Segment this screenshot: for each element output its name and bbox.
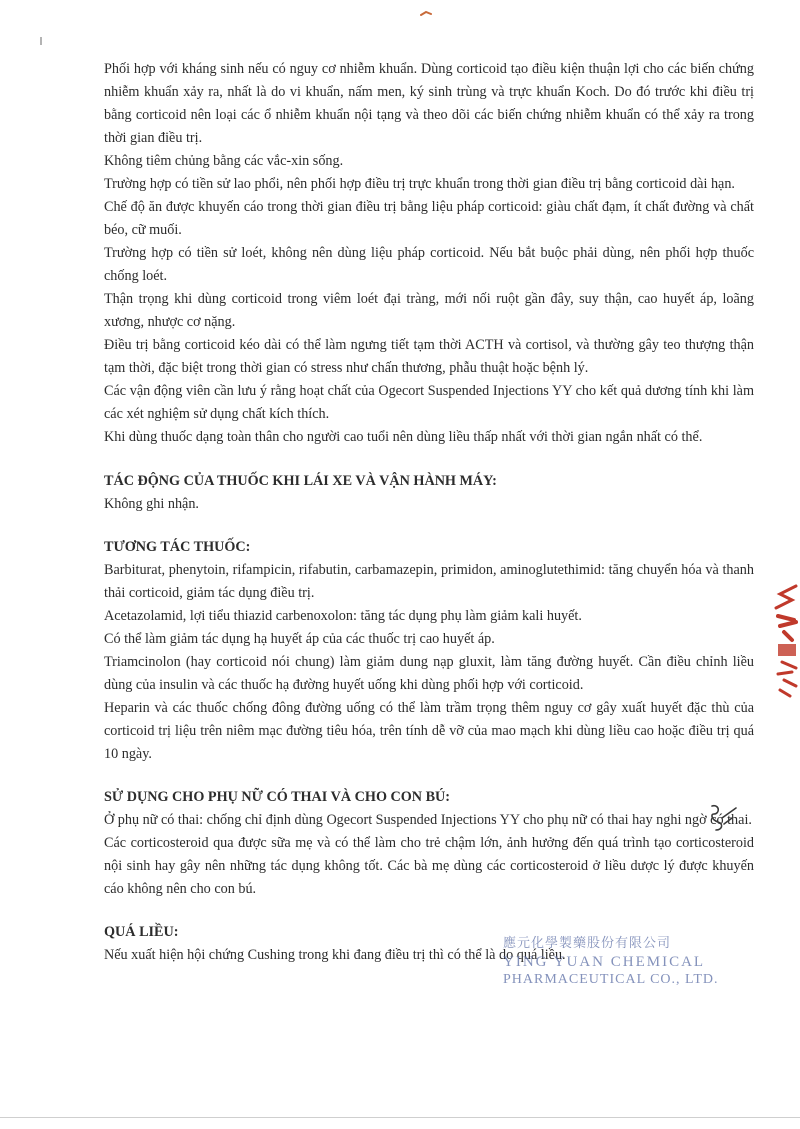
scan-speck-icon	[38, 36, 44, 46]
paragraph: Khi dùng thuốc dạng toàn thân cho người cao tuổi nên dùng liều thấp nhất với thời gian ngắn nhất có thể.	[104, 429, 703, 445]
paragraph: Không tiêm chủng bằng các vắc-xin sống.	[104, 153, 344, 169]
paragraph: Nếu xuất hiện hội chứng Cushing trong khi đang điều trị thì có thể là do quá liều.	[104, 947, 566, 963]
red-seal-stamp-icon	[770, 582, 800, 700]
stamp-chinese-name: 應元化學製藥股份有限公司	[503, 936, 672, 951]
section-heading-driving: TÁC ĐỘNG CỦA THUỐC KHI LÁI XE VÀ VẬN HÀNH MÁY:	[104, 473, 497, 489]
paragraph: Trường hợp có tiền sử loét, không nên dùng liệu pháp corticoid. Nếu bắt buộc phải dùng, nên phối hợp thuốc chống loét.	[104, 245, 754, 284]
paragraph: Triamcinolon (hay corticoid nói chung) làm giảm dung nạp gluxit, làm tăng đường huyết. Cần điều chỉnh liều dùng của insulin và các thuốc hạ đường huyết uống khi dùng phối hợp với corticoid.	[104, 654, 754, 693]
document-body	[104, 58, 754, 967]
page-bottom-edge	[0, 1117, 800, 1118]
paragraph: Có thể làm giảm tác dụng hạ huyết áp của các thuốc trị cao huyết áp.	[104, 631, 495, 647]
stamp-english-line1: YING YUAN CHEMICAL	[503, 954, 706, 970]
paragraph: Barbiturat, phenytoin, rifampicin, rifabutin, carbamazepin, primidon, aminoglutethimid: tăng chuyển hóa và thanh thải corticoid, giảm tác dụng điều trị.	[104, 562, 754, 601]
paragraph: Ở phụ nữ có thai: chống chỉ định dùng Ogecort Suspended Injections YY cho phụ nữ có thai hay nghi ngờ có thai.	[104, 812, 752, 828]
section-heading-interactions: TƯƠNG TÁC THUỐC:	[104, 539, 251, 555]
paragraph: Các corticosteroid qua được sữa mẹ và có thể làm cho trẻ chậm lớn, ảnh hưởng đến quá trình tạo corticosteroid nội sinh hay gây nên những tác dụng không tốt. Các bà mẹ dùng các corticosteroid ở liều dược lý được khuyến cáo không nên cho con bú.	[104, 835, 754, 897]
section-heading-pregnancy: SỬ DỤNG CHO PHỤ NỮ CÓ THAI VÀ CHO CON BÚ:	[104, 789, 451, 805]
paragraph: Acetazolamid, lợi tiểu thiazid carbenoxolon: tăng tác dụng phụ làm giảm kali huyết.	[104, 608, 582, 624]
scan-speck-icon	[420, 10, 432, 18]
paragraph: Heparin và các thuốc chống đông đường uống có thể làm trầm trọng thêm nguy cơ gây xuất huyết đặc thù của corticoid trị liệu trên niêm mạc đường tiêu hóa, trên tính dễ vỡ của mao mạch khi dùng liều cao hoặc điều trị quá 10 ngày.	[104, 700, 754, 762]
paragraph: Phối hợp với kháng sinh nếu có nguy cơ nhiễm khuẩn. Dùng corticoid tạo điều kiện thuận lợi cho các biến chứng nhiễm khuẩn xảy ra, nhất là do vi khuẩn, nấm men, ký sinh trùng và trực khuẩn Koch. Do đó trước khi điều trị bằng corticoid nên loại các ổ nhiễm khuẩn nội tạng và theo dõi các biến chứng nhiễm khuẩn có thể xảy ra trong thời gian điều trị.	[104, 61, 754, 146]
paragraph: Thận trọng khi dùng corticoid trong viêm loét đại tràng, mới nối ruột gần đây, suy thận, cao huyết áp, loãng xương, nhược cơ nặng.	[104, 291, 754, 330]
paragraph: Không ghi nhận.	[104, 496, 199, 512]
section-heading-overdose: QUÁ LIỀU:	[104, 924, 179, 940]
paragraph: Điều trị bằng corticoid kéo dài có thể làm ngưng tiết tạm thời ACTH và cortisol, và thường gây teo thượng thận tạm thời, đặc biệt trong thời gian có stress như chấn thương, phẫu thuật hoặc bệnh lý.	[104, 337, 754, 376]
stamp-english-line2: PHARMACEUTICAL CO., LTD.	[503, 972, 719, 987]
paragraph: Các vận động viên cần lưu ý rằng hoạt chất của Ogecort Suspended Injections YY cho kết quả dương tính khi làm các xét nghiệm sử dụng chất kích thích.	[104, 383, 754, 422]
paragraph: Trường hợp có tiền sử lao phổi, nên phối hợp điều trị trực khuẩn trong thời gian điều trị bằng corticoid dài hạn.	[104, 176, 735, 192]
paragraph: Chế độ ăn được khuyến cáo trong thời gian điều trị bằng liệu pháp corticoid: giàu chất đạm, ít chất đường và chất béo, cữ muối.	[104, 199, 754, 238]
company-stamp	[503, 935, 743, 989]
handwritten-initials-icon	[706, 800, 740, 834]
